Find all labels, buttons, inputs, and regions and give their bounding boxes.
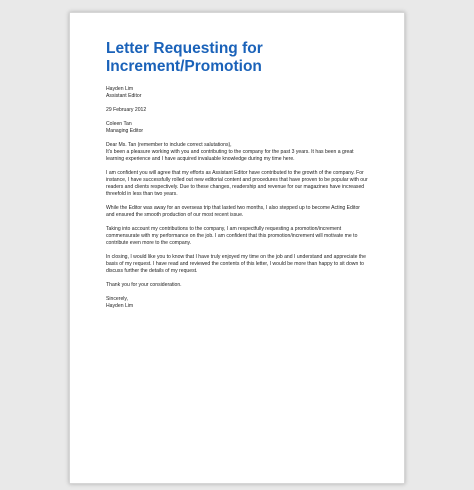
- recipient-title: Managing Editor: [106, 127, 144, 134]
- recipient-name: Coleen Tan: [106, 120, 132, 127]
- letter-date: 29 February 2012: [106, 106, 147, 113]
- letter-body: [106, 86, 368, 317]
- closing: Sincerely,: [106, 295, 128, 302]
- signature: Hayden Lim: [106, 302, 134, 309]
- paragraph-1: It's been a pleasure working with you and contributing to the company for the past 3 years. It has been a great learning experience and I have acquired invaluable knowledge during my time here.: [106, 148, 354, 162]
- paragraph-6: Thank you for your consideration.: [106, 282, 182, 289]
- title-line-2: Increment/Promotion: [106, 58, 262, 75]
- paragraph-5: In closing, I would like you to know that I have truly enjoyed my time on the job and I understand and appreciate the basis of my request. I have read and reviewed the contents of this letter, I would be more than happy to sit down to discuss further the details of my request.: [106, 253, 366, 275]
- sender-block: [106, 86, 368, 100]
- salutation: Dear Ms. Tan (remember to include correct salutations),: [106, 141, 232, 148]
- letter-title: [106, 40, 396, 76]
- recipient-block: [106, 121, 368, 135]
- paragraph-3: While the Editor was away for an overseas trip that lasted two months, I also stepped up to become Acting Editor and ensured the smooth production of our most recent issue.: [106, 204, 360, 219]
- paragraph-2: I am confident you will agree that my efforts as Assistant Editor have contributed to the growth of the company. For instance, I have successfully rolled out new editorial content and procedures that have proven to be popular with our readers and clients respectively. Due to these changes, readership and revenue for our magazines have increased threefold in less than two years.: [106, 169, 368, 198]
- paragraph-4: Taking into account my contributions to the company, I am respectfully requesting a promotion/increment commensurate with my performance on the job. I am confident that this promotion/increment will motivate me to contribute even more to the company.: [106, 225, 358, 247]
- sender-title: Assistant Editor: [106, 93, 142, 100]
- letter-page: [69, 12, 405, 484]
- title-line-1: Letter Requesting for: [106, 40, 263, 57]
- sender-name: Hayden Lim: [106, 86, 134, 92]
- closing-block: [106, 296, 368, 310]
